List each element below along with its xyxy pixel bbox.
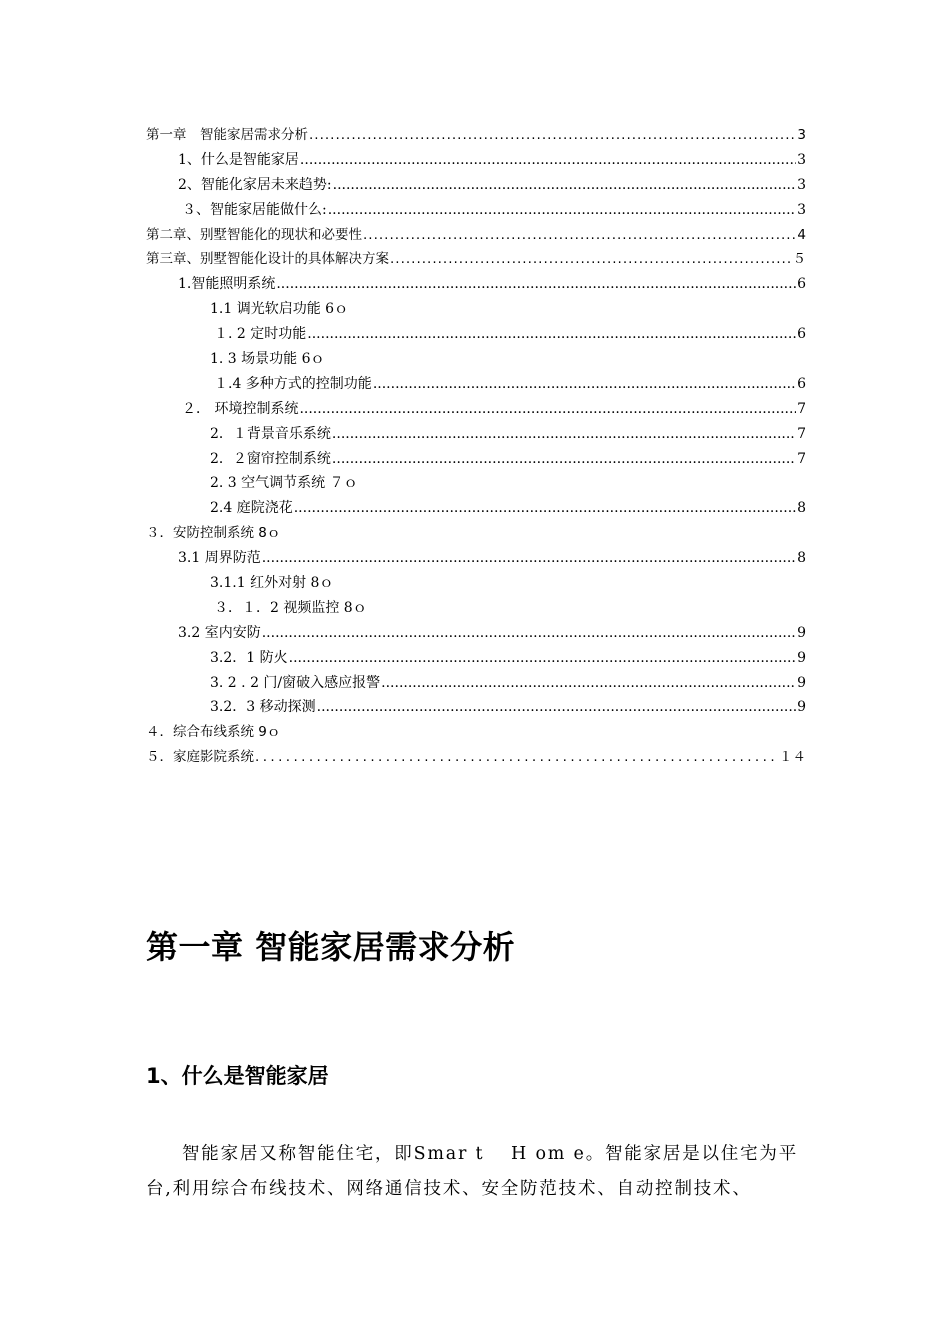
toc-page-number: 3	[797, 201, 806, 218]
toc-page-number: 4	[797, 226, 806, 243]
toc-page-number: 7	[797, 450, 806, 467]
toc-leader-dots	[309, 126, 796, 144]
toc-entry-label: 2．１背景音乐系统	[210, 425, 331, 442]
toc-page-number: 7	[797, 400, 806, 417]
toc-entry-label: ３．安防控制系统 8ｏ	[146, 525, 281, 542]
toc-entry-label: 3.2．3 移动探测	[210, 699, 316, 716]
toc-page-number: 9	[797, 674, 806, 691]
toc-entry-background-music[interactable]	[146, 425, 806, 450]
toc-leader-dots	[300, 151, 796, 169]
toc-entry-1-what-is-smart-home[interactable]	[146, 151, 806, 176]
toc-entry-environment-control[interactable]	[146, 400, 806, 425]
toc-entry-label: 第三章、别墅智能化设计的具体解决方案	[146, 251, 389, 268]
toc-leader-dots	[333, 176, 796, 194]
body-paragraph: 智能家居又称智能住宅，即Smar t H om e。智能家居是以住宅为平台,利用综合布线技术、网络通信技术、安全防范技术、自动控制技术、	[146, 1144, 799, 1199]
toc-entry-label: 3.2．1 防火	[210, 649, 288, 666]
chapter-heading: 第一章 智能家居需求分析	[146, 928, 516, 966]
toc-entry-label: 2．２窗帘控制系统	[210, 450, 331, 467]
toc-leader-dots	[255, 748, 778, 766]
toc-entry-video-surveillance[interactable]	[146, 599, 806, 624]
toc-entry-label: 3.1 周界防范	[178, 550, 261, 567]
toc-page-number: １４	[779, 749, 806, 766]
toc-page-number: 3	[797, 176, 806, 193]
toc-entry-3-what-can-it-do[interactable]	[146, 201, 806, 226]
toc-entry-label: ５．家庭影院系统	[146, 749, 254, 766]
toc-entry-motion-detection[interactable]	[146, 698, 806, 723]
toc-page-number: 8	[797, 550, 806, 567]
toc-leader-dots	[332, 450, 796, 468]
toc-leader-dots	[276, 275, 796, 293]
toc-entry-label: 1.智能照明系统	[178, 276, 276, 293]
toc-entry-perimeter-defense[interactable]	[146, 549, 806, 574]
toc-entry-label: 1.1 调光软启功能 6ｏ	[210, 301, 349, 318]
toc-entry-chapter-2[interactable]	[146, 226, 806, 251]
toc-page-number: ５	[792, 251, 806, 268]
toc-entry-chapter-3[interactable]	[146, 250, 806, 275]
toc-entry-label: 1、什么是智能家居	[178, 151, 299, 168]
toc-entry-label: 3. 2 . 2 门/窗破入感应报警	[210, 674, 381, 691]
toc-entry-curtain-control[interactable]	[146, 450, 806, 475]
toc-page-number: 3	[797, 151, 806, 168]
toc-leader-dots	[262, 549, 796, 567]
toc-leader-dots	[262, 624, 796, 642]
toc-page-number: 6	[797, 375, 806, 392]
toc-entry-2-future-trends[interactable]	[146, 176, 806, 201]
toc-page-number: 9	[797, 624, 806, 641]
toc-leader-dots	[332, 425, 796, 443]
toc-leader-dots	[381, 674, 796, 692]
toc-entry-label: 1. 3 场景功能 6ｏ	[210, 351, 325, 368]
toc-leader-dots	[289, 649, 796, 667]
toc-entry-label: ３．１．2 视频监控 8ｏ	[214, 599, 367, 616]
toc-entry-indoor-security[interactable]	[146, 624, 806, 649]
toc-page-number: 3	[797, 127, 806, 143]
section-heading: 1、什么是智能家居	[146, 1064, 329, 1088]
toc-leader-dots	[328, 201, 796, 219]
toc-entry-label: 2.4 庭院浇花	[210, 500, 293, 517]
toc-leader-dots	[294, 499, 796, 517]
toc-entry-control-methods[interactable]	[146, 375, 806, 400]
toc-entry-label: 2、智能化家居未来趋势:	[178, 176, 332, 193]
toc-entry-label: ３、智能家居能做什么:	[182, 201, 327, 218]
toc-entry-infrared-beam[interactable]	[146, 574, 806, 599]
toc-entry-label: 第一章 智能家居需求分析	[146, 127, 308, 143]
toc-leader-dots	[373, 375, 796, 393]
toc-entry-fire-prevention[interactable]	[146, 649, 806, 674]
toc-entry-dimming[interactable]	[146, 300, 806, 325]
toc-entry-air-conditioning[interactable]	[146, 474, 806, 499]
toc-entry-door-window-alarm[interactable]	[146, 674, 806, 699]
toc-page-number: 9	[797, 699, 806, 716]
toc-entry-scene[interactable]	[146, 350, 806, 375]
toc-entry-label: ４．综合布线系统 9ｏ	[146, 724, 281, 741]
toc-entry-chapter-1[interactable]	[146, 126, 806, 151]
toc-entry-label: １.4 多种方式的控制功能	[214, 375, 372, 392]
toc-entry-label: 2. 3 空气调节系统 ７ｏ	[210, 475, 358, 492]
toc-entry-timer[interactable]	[146, 325, 806, 350]
toc-page-number: 6	[797, 326, 806, 343]
toc-page-number: 7	[797, 425, 806, 442]
toc-leader-dots	[307, 325, 796, 343]
toc-entry-label: 第二章、别墅智能化的现状和必要性	[146, 226, 362, 243]
table-of-contents	[146, 126, 806, 773]
toc-entry-label: 3.1.1 红外对射 8ｏ	[210, 575, 334, 592]
toc-page-number: 9	[797, 649, 806, 666]
toc-page-number: 8	[797, 500, 806, 517]
toc-entry-label: １. 2 定时功能	[214, 326, 307, 343]
toc-leader-dots	[363, 226, 796, 244]
toc-entry-structured-cabling[interactable]	[146, 723, 806, 748]
toc-entry-home-theater[interactable]	[146, 748, 806, 773]
toc-entry-label: 3.2 室内安防	[178, 624, 261, 641]
toc-entry-garden-watering[interactable]	[146, 499, 806, 524]
toc-entry-lighting-system[interactable]	[146, 275, 806, 300]
toc-leader-dots	[317, 698, 796, 716]
toc-page-number: 6	[797, 276, 806, 293]
toc-entry-label: ２． 环境控制系统	[182, 400, 299, 417]
toc-entry-security-control[interactable]	[146, 524, 806, 549]
toc-leader-dots	[299, 400, 796, 418]
toc-leader-dots	[390, 250, 792, 268]
